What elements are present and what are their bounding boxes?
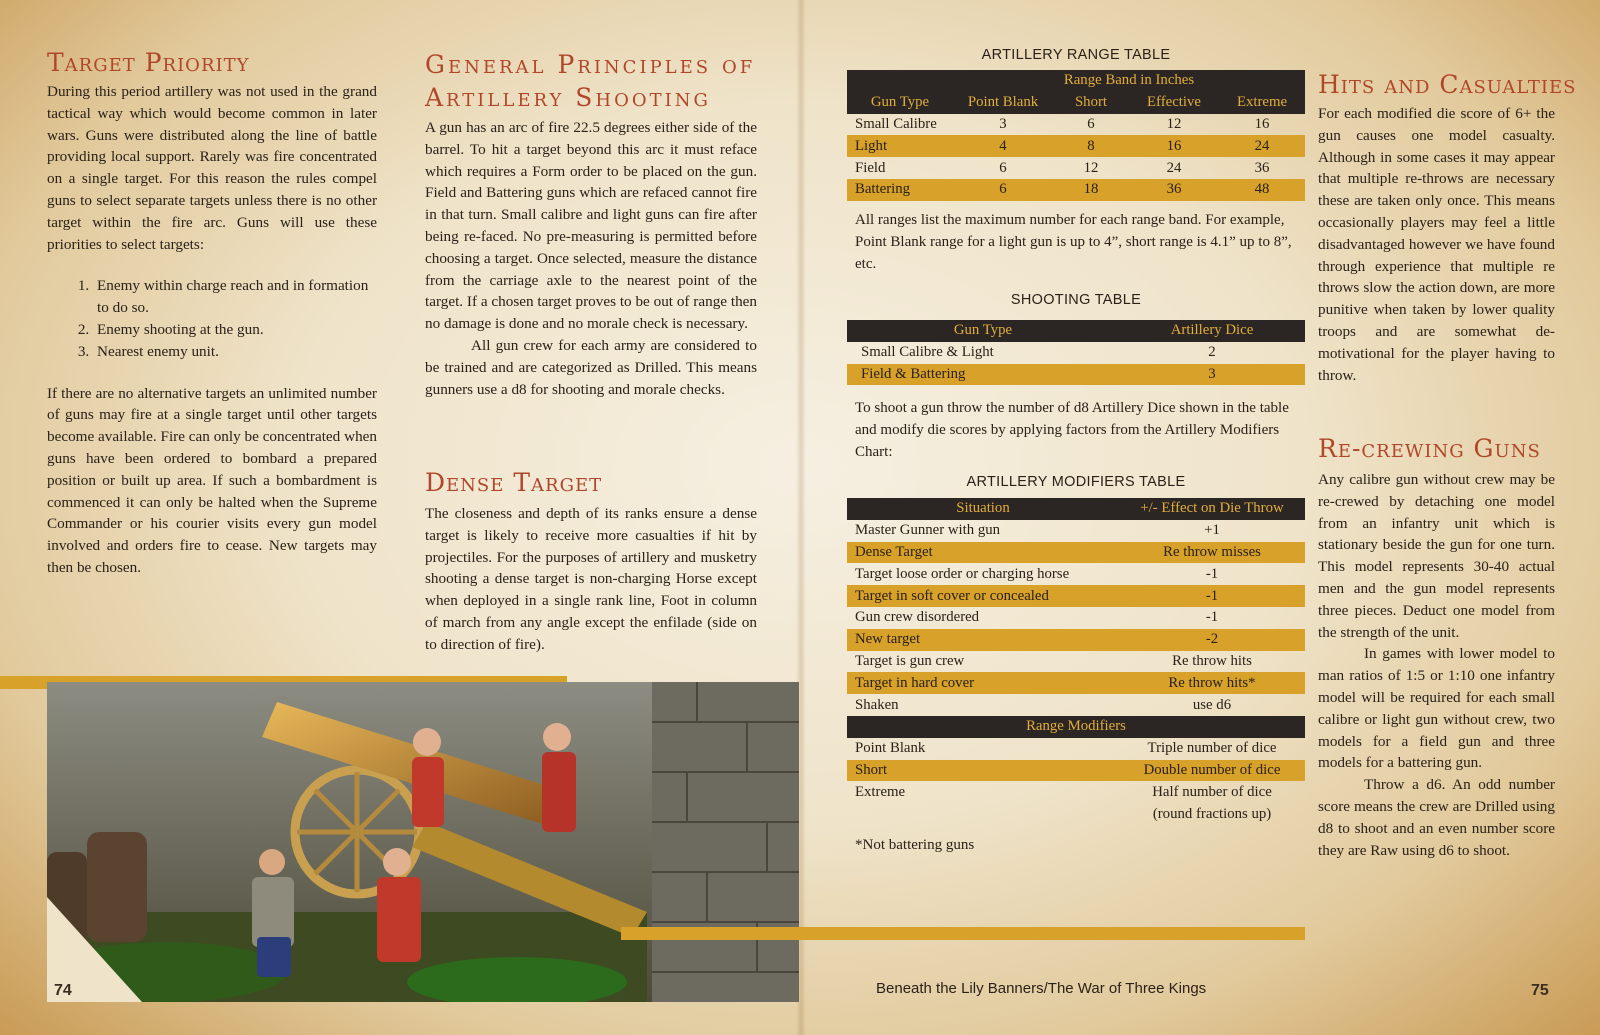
col-extreme: Extreme: [1219, 92, 1305, 114]
priority-item: 1. Enemy within charge reach and in formation to do so.: [93, 275, 377, 319]
cell: 6: [953, 179, 1053, 201]
range-modifiers-header: Range Modifiers: [847, 716, 1305, 738]
hits-casualties-column: [1318, 103, 1555, 386]
table-row: [847, 157, 1305, 179]
target-priority-intro: During this period artillery was not used in the grand tactical way which would become common in later wars. Guns were distributed along the line of battle providing local support. Rarely was fire concentrated on a single target. For this reason the rules compel guns to select separate targets unless there is no other target within the fire arc. Guns will use these priorities to select targets:: [47, 83, 377, 253]
cell: 16: [1129, 135, 1219, 157]
cell: Point Blank: [855, 740, 926, 757]
table-row: [847, 629, 1305, 651]
heading-hits-casualties: Hits and Casualties: [1318, 70, 1577, 99]
cell: -1: [1205, 565, 1219, 582]
cell: 8: [1053, 135, 1129, 157]
heading-general-principles: General Principles of Artillery Shooting: [425, 50, 756, 112]
cell: 36: [1129, 179, 1219, 201]
table-row: [847, 672, 1305, 694]
table-row: [847, 135, 1305, 157]
target-priority-outro: If there are no alternative targets an unlimited number of guns may fire at a single target until other targets become available. Fire can only be concentrated when guns have been ordered to bombard a prepared position or built up area. If such a bombardment is commenced it can only be halted when the Supreme Commander or his courier visits every gun model involved and orders fire to cease. New targets may then be chosen.: [47, 384, 377, 576]
cell: Light: [847, 135, 953, 157]
cell: Small Calibre: [855, 115, 937, 132]
cell: Re throw misses: [1119, 542, 1305, 564]
table-row: [847, 179, 1305, 201]
table-row: [847, 607, 1305, 629]
photo-illustration: [47, 682, 799, 1002]
cell: -1: [1119, 585, 1305, 607]
general-principles-column: [425, 117, 757, 400]
recrewing-ratios: In games with lower model to man ratios of 1:5 or 1:10 one infantry model will be required for each small calibre or light gun without crew, two models for a field gun and three models for a battering gun.: [1318, 645, 1555, 772]
cell: Field & Battering: [847, 364, 1119, 386]
cell: Extreme: [855, 783, 906, 800]
cell: Target is gun crew: [855, 652, 965, 669]
general-principles-drilled: All gun crew for each army are considered to be trained and are categorized as Drilled. This means gunners use a d8 for shooting and morale checks.: [425, 336, 757, 398]
cell: 3: [999, 115, 1007, 132]
artillery-modifiers-table: [847, 498, 1305, 825]
cell: Master Gunner with gun: [855, 522, 1001, 539]
cell: New target: [847, 629, 1119, 651]
table-row: [847, 738, 1305, 760]
cell: Target in hard cover: [847, 672, 1119, 694]
cell: Half number of dice: [1152, 783, 1272, 800]
table-row: [847, 803, 1305, 825]
cell: Double number of dice: [1119, 760, 1305, 782]
recrewing-column: [1318, 469, 1555, 861]
cell: Target loose order or charging horse: [855, 565, 1070, 582]
cell: 36: [1254, 159, 1270, 176]
cell: Short: [847, 760, 1119, 782]
table-row: [847, 542, 1305, 564]
col-gun-type: Gun Type: [847, 320, 1119, 342]
header-spacer: [847, 70, 953, 92]
cell: 24: [1166, 159, 1182, 176]
table-row: [847, 585, 1305, 607]
modifiers-table-title: ARTILLERY MODIFIERS TABLE: [966, 474, 1186, 490]
table-row: [847, 694, 1305, 716]
priority-list: [47, 275, 377, 362]
cell: 3: [1119, 364, 1305, 386]
general-principles-text: A gun has an arc of fire 22.5 degrees either side of the barrel. To hit a target beyond this arc it must reface which requires a Form order to be placed on the gun. Field and Battering guns which are refaced cannot fire in that turn. Small calibre and light guns can fire after being re-faced. No pre-measuring is permitted before choosing a target. Once selected, measure the distance from the carriage axle to the nearest point of the target. If a chosen target proves to be out of range then no damage is done and no morale check is necessary.: [425, 119, 757, 333]
artillery-miniatures-photo: [47, 682, 799, 1002]
cell: 6: [999, 159, 1007, 176]
cell: Triple number of dice: [1147, 740, 1277, 757]
target-priority-column: [47, 81, 377, 579]
cell: 4: [953, 135, 1053, 157]
dense-target-column: [425, 503, 757, 656]
table-row: [847, 114, 1305, 136]
cell: Target in soft cover or concealed: [847, 585, 1119, 607]
cell: use d6: [1192, 696, 1232, 713]
cell: -2: [1119, 629, 1305, 651]
table-row: [847, 760, 1305, 782]
cell: [847, 803, 1119, 825]
col-artillery-dice: Artillery Dice: [1119, 320, 1305, 342]
recrewing-dice: Throw a d6. An odd number score means the crew are Drilled using d8 to shoot and an even number score they are Raw using d6 to shoot.: [1318, 776, 1555, 859]
modifiers-footnote: *Not battering guns: [855, 837, 975, 853]
cell: 12: [1083, 159, 1099, 176]
cell: Small Calibre & Light: [861, 344, 994, 361]
cell: 2: [1208, 344, 1216, 361]
cell: Field: [855, 159, 886, 176]
gold-divider-right: [621, 927, 1305, 940]
cell: 48: [1219, 179, 1305, 201]
cell: Shaken: [855, 696, 899, 713]
col-point-blank: Point Blank: [953, 92, 1053, 114]
heading-dense-target: Dense Target: [425, 468, 603, 497]
table-row: [847, 651, 1305, 673]
col-gun-type: Gun Type: [847, 92, 953, 114]
dense-target-text: The closeness and depth of its ranks ensure a dense target is likely to receive more casualties if hit by projectiles. For the purposes of artillery and musketry shooting a dense target is non-charging Horse except when deployed in a single rank line, Foot in column of march from any angle except the enfilade (side on to direction of fire).: [425, 505, 757, 653]
priority-item: 3. Nearest enemy unit.: [93, 341, 377, 363]
col-situation: Situation: [847, 498, 1119, 520]
table-row: [847, 364, 1305, 386]
cell: 18: [1053, 179, 1129, 201]
range-band-header: Range Band in Inches: [953, 70, 1305, 92]
table-row: [847, 520, 1305, 542]
artillery-range-table: [847, 70, 1305, 201]
book-title-footer: Beneath the Lily Banners/The War of Three Kings: [876, 980, 1207, 997]
table-row: [847, 781, 1305, 803]
priority-item: 2. Enemy shooting at the gun.: [93, 319, 377, 341]
table-row: [847, 563, 1305, 585]
heading-target-priority: Target Priority: [47, 48, 250, 77]
range-table-note: All ranges list the maximum number for each range band. For example, Point Blank range for a light gun is up to 4”, short range is 4.1” up to 8”, etc.: [855, 212, 1292, 272]
cell: -1: [1205, 609, 1219, 626]
col-effective: Effective: [1129, 92, 1219, 114]
cell: (round fractions up): [1152, 805, 1272, 822]
recrewing-text: Any calibre gun without crew may be re-crewed by detaching one model from an infantry unit which is stationary beside the gun for one turn. This model represents 30-40 actual men and the gun model represents three pieces. Deduct one model from the strength of the unit.: [1318, 471, 1555, 641]
cell: 6: [1087, 115, 1095, 132]
range-table-title: ARTILLERY RANGE TABLE: [981, 47, 1171, 63]
heading-recrewing-guns: Re-crewing Guns: [1318, 434, 1541, 463]
cell: Dense Target: [847, 542, 1119, 564]
shooting-table-note: To shoot a gun throw the number of d8 Artillery Dice shown in the table and modify die scores by applying factors from the Artillery Modifiers Chart:: [855, 400, 1289, 460]
page-number-left: 74: [54, 982, 72, 999]
col-short: Short: [1053, 92, 1129, 114]
cell: 24: [1219, 135, 1305, 157]
shooting-table: [847, 320, 1305, 385]
col-effect: +/- Effect on Die Throw: [1119, 498, 1305, 520]
cell: 16: [1254, 115, 1270, 132]
cell: Re throw hits*: [1119, 672, 1305, 694]
cell: +1: [1204, 522, 1220, 539]
hits-casualties-text: For each modified die score of 6+ the gun causes one model casualty. Although in some cases it may appear that multiple re-throws are necessary these are taken only once. This means occasionally players may feel a little disadvantaged however we have found through experience that multiple re throws slow the action down, are more punitive when taken by lower quality troops and are somewhat de-motivational for the player having to throw.: [1318, 105, 1555, 384]
cell: Gun crew disordered: [855, 609, 980, 626]
cell: Battering: [847, 179, 953, 201]
table-row: [847, 342, 1305, 364]
cell: 12: [1166, 115, 1182, 132]
shooting-table-title: SHOOTING TABLE: [1010, 292, 1142, 308]
cell: Re throw hits: [1172, 652, 1252, 669]
page-number-right: 75: [1531, 982, 1549, 999]
